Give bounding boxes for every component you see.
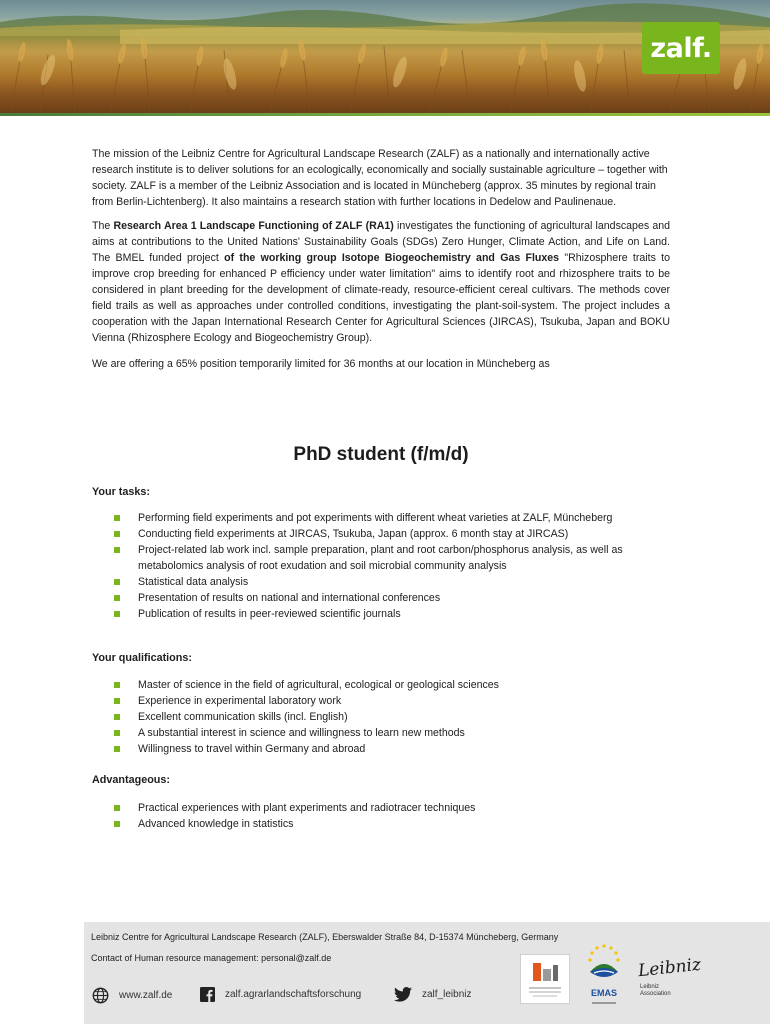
footer-contact[interactable]: Contact of Human resource management: personal@zalf.de	[91, 953, 332, 963]
intro-section	[92, 146, 670, 380]
header-divider	[0, 113, 770, 116]
task-item: Publication of results in peer-reviewed scientific journals	[114, 606, 684, 622]
footer	[84, 922, 770, 1024]
task-item: Conducting field experiments at JIRCAS, Tsukuba, Japan (approx. 6 month stay at JIRCAS)	[114, 526, 684, 542]
leibniz-signature: Leibniz	[637, 954, 702, 982]
footer-address: Leibniz Centre for Agricultural Landscape Research (ZALF), Eberswalder Straße 84, D-15374 Müncheberg, Germany	[91, 932, 559, 942]
family-audit-badge	[520, 954, 570, 1004]
tasks-heading: Your tasks:	[92, 486, 151, 498]
intro-paragraph-mission: The mission of the Leibniz Centre for Agricultural Landscape Research (ZALF) as a nationally and internationally active research institute is to deliver solutions for an ecologically, economically and socially sustainable agriculture – together with society. ZALF is a member of the Leibniz Association and is located in Müncheberg (approx. 35 minutes by regional train from Berlin-Lichtenberg). It also maintains a research station with further locations in Dedelow and Paulinenaue.	[92, 148, 668, 208]
footer-twitter-text: zalf_leibniz	[422, 989, 472, 1000]
intro-paragraph-offer: We are offering a 65% position temporarily limited for 36 months at our location in Müncheberg as	[92, 358, 550, 370]
job-title: PhD student (f/m/d)	[293, 444, 469, 465]
footer-website-link[interactable]	[92, 987, 172, 1004]
family-audit-logo-icon	[521, 955, 569, 1003]
research-area-name: Research Area 1 Landscape Functioning of ZALF (RA1)	[113, 220, 394, 232]
emas-logo-icon	[584, 942, 624, 988]
qualification-item: Master of science in the field of agricultural, ecological or geological sciences	[114, 677, 684, 693]
tasks-list	[114, 510, 684, 622]
working-group-name: of the working group Isotope Biogeochemistry and Gas Fluxes	[224, 252, 560, 264]
task-item: Project-related lab work incl. sample preparation, plant and root carbon/phosphorus analysis, as well as metabolomics analysis of root exudation and soil microbial community analysis	[114, 542, 684, 574]
qualification-item: Willingness to travel within Germany and abroad	[114, 741, 684, 757]
qualification-item: A substantial interest in science and willingness to learn new methods	[114, 725, 684, 741]
globe-icon	[92, 987, 109, 1004]
emas-badge	[584, 942, 624, 1014]
header-banner	[0, 0, 770, 114]
facebook-icon	[200, 987, 215, 1002]
task-item: Performing field experiments and pot experiments with different wheat varieties at ZALF, Müncheberg	[114, 510, 684, 526]
qualification-item: Excellent communication skills (incl. English)	[114, 709, 684, 725]
footer-twitter-link[interactable]	[394, 987, 471, 1002]
leibniz-badge	[636, 954, 702, 1004]
task-item: Statistical data analysis	[114, 574, 684, 590]
qualifications-list	[114, 677, 684, 757]
qualifications-heading: Your qualifications:	[92, 652, 192, 664]
advantageous-item: Practical experiences with plant experiments and radiotracer techniques	[114, 800, 684, 816]
footer-facebook-link[interactable]	[200, 987, 361, 1002]
intro-paragraph-research-area: The Research Area 1 Landscape Functioning of ZALF (RA1) investigates the functioning of agricultural landscapes and aims at contributions to the United Nations' Sustainability Goals (SDGs) Zero Hunger, Climate Action, and Life on Land. The BMEL funded project of the working group Isotope Biogeochemistry and Gas Fluxes "Rhizosphere traits to improve crop breeding for enhanced P efficiency under water limitation" aims to identify root and rhizosphere traits to be considered in plant breeding for the development of climate-ready, resource-efficient cereal cultivars. The methods cover field trails as well as approaches under controlled conditions, investigating the plant-soil-system. The project includes a cooperation with the Japan International Research Center for Agricultural Sciences (JIRCAS), Tsukuba, Japan and BOKU Vienna (Rhizosphere Ecology and Biogeochemistry Group).	[92, 220, 671, 344]
task-item: Presentation of results on national and international conferences	[114, 590, 684, 606]
advantageous-heading: Advantageous:	[92, 774, 170, 786]
leibniz-association-label: Leibniz Association	[640, 984, 671, 997]
twitter-icon	[394, 987, 412, 1002]
footer-website-text: www.zalf.de	[119, 990, 173, 1001]
zalf-logo	[642, 22, 720, 74]
emas-divider	[592, 1002, 616, 1004]
zalf-logo-text: zalf.	[650, 32, 712, 64]
advantageous-item: Advanced knowledge in statistics	[114, 816, 684, 832]
emas-label: EMAS	[590, 988, 617, 998]
footer-facebook-text: zalf.agrarlandschaftsforschung	[225, 989, 362, 1000]
qualification-item: Experience in experimental laboratory work	[114, 693, 684, 709]
advantageous-list	[114, 800, 684, 832]
